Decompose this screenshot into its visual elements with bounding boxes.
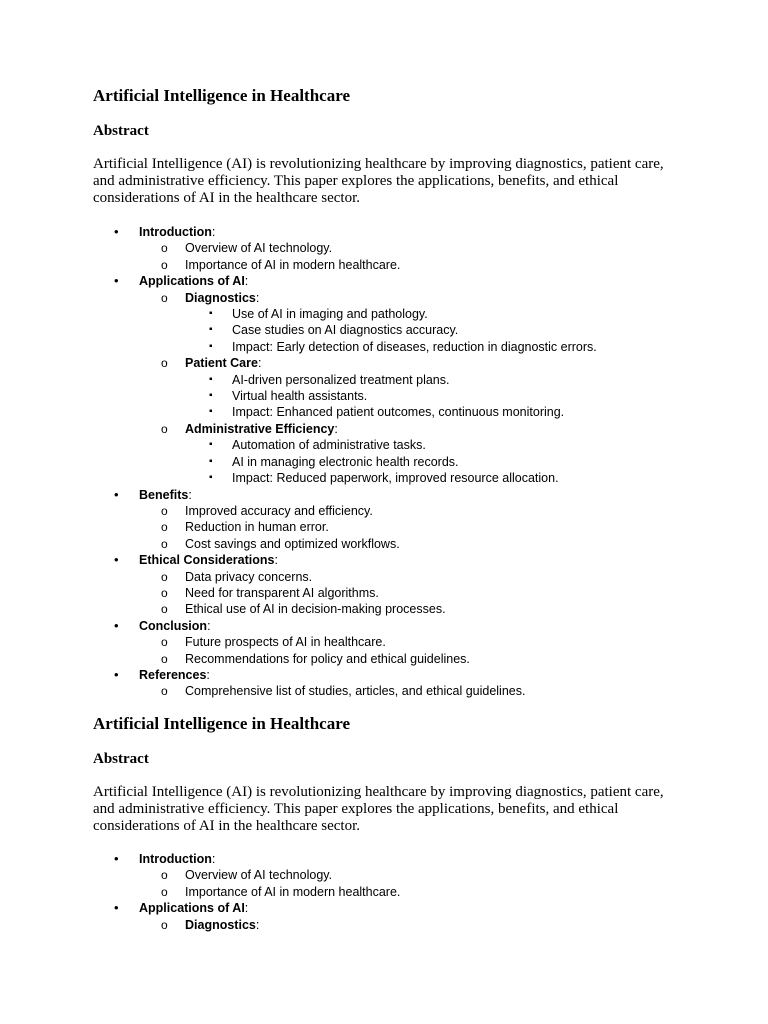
outline-section-label: Conclusion <box>139 618 208 633</box>
bullet-disc-icon: • <box>114 224 119 239</box>
label-colon: : <box>211 852 216 866</box>
outline-subitem-text: Importance of AI in modern healthcare. <box>185 884 401 899</box>
bullet-circle-icon: o <box>161 536 168 551</box>
bullet-circle-icon: o <box>161 503 168 518</box>
bullet-disc-icon: • <box>114 552 119 568</box>
outline-subitem-text: Need for transparent AI algorithms. <box>185 585 379 600</box>
bullet-square-icon: ▪ <box>209 340 213 352</box>
section-2 <box>93 714 693 734</box>
bullet-circle-icon: o <box>161 868 168 883</box>
bullet-circle-icon: o <box>161 684 168 699</box>
label-colon: : <box>255 917 260 932</box>
outline-detail-item <box>93 372 693 388</box>
bullet-square-icon: ▪ <box>209 406 213 418</box>
section-1 <box>93 86 693 106</box>
outline-detail-text: Impact: Reduced paperwork, improved resource allocation. <box>232 471 559 486</box>
label-colon: : <box>334 421 338 436</box>
outline-subitem <box>93 917 693 933</box>
bullet-square-icon: ▪ <box>209 308 213 320</box>
label-colon: : <box>207 618 211 633</box>
outline-section-item <box>93 618 693 634</box>
outline-detail-item <box>93 306 693 322</box>
outline-section-item <box>93 552 693 568</box>
outline-subitem <box>93 355 693 371</box>
bullet-circle-icon: o <box>161 257 168 272</box>
section-1-outline-wrap <box>93 224 693 700</box>
outline-section-label: Applications of AI <box>139 901 245 916</box>
document-title: Artificial Intelligence in Healthcare <box>93 714 350 733</box>
bullet-circle-icon: o <box>161 635 168 650</box>
bullet-square-icon: ▪ <box>209 439 213 451</box>
outline-section-label: Applications of AI <box>139 274 245 289</box>
outline-subitem-text: Data privacy concerns. <box>185 569 313 584</box>
outline-subsection-label: Administrative Efficiency <box>185 421 335 436</box>
bullet-circle-icon: o <box>161 651 168 666</box>
bullet-square-icon: ▪ <box>209 373 213 385</box>
document-title: Artificial Intelligence in Healthcare <box>93 86 350 105</box>
bullet-circle-icon: o <box>161 290 168 305</box>
label-colon: : <box>188 487 192 502</box>
outline-detail-item <box>93 339 693 355</box>
outline-subitem-text: Importance of AI in modern healthcare. <box>185 257 401 272</box>
label-colon: : <box>244 274 249 289</box>
bullet-square-icon: ▪ <box>209 472 213 484</box>
outline-section-item <box>93 224 693 240</box>
section-2-outline-wrap <box>93 851 693 933</box>
outline-detail-text: Automation of administrative tasks. <box>232 438 426 453</box>
outline-detail-text: Use of AI in imaging and pathology. <box>232 307 428 322</box>
outline-detail-text: AI in managing electronic health records. <box>232 454 459 469</box>
label-colon: : <box>255 290 260 305</box>
outline-subitem <box>93 683 693 699</box>
outline-section-item <box>93 487 693 503</box>
outline-subitem <box>93 884 693 900</box>
outline-detail-text: Impact: Enhanced patient outcomes, continuous monitoring. <box>232 405 565 420</box>
outline-detail-item <box>93 322 693 338</box>
outline-detail-item <box>93 454 693 470</box>
bullet-square-icon: ▪ <box>209 324 213 336</box>
outline-section-item <box>93 851 693 867</box>
bullet-disc-icon: • <box>114 900 119 916</box>
outline-subitem <box>93 519 693 535</box>
outline-section-label: Ethical Considerations <box>139 553 275 568</box>
section-1-abstract-body <box>93 156 693 207</box>
bullet-disc-icon: • <box>114 486 119 502</box>
outline-section-label: References <box>139 667 207 682</box>
outline-section-item <box>93 273 693 289</box>
outline-subitem <box>93 290 693 306</box>
outline-detail-text: Virtual health assistants. <box>232 389 368 404</box>
outline-detail-text: AI-driven personalized treatment plans. <box>232 372 450 387</box>
bullet-circle-icon: o <box>161 602 168 617</box>
bullet-circle-icon: o <box>161 356 168 371</box>
outline-detail-text: Impact: Early detection of diseases, reduction in diagnostic errors. <box>232 339 597 354</box>
outline-subitem <box>93 240 693 256</box>
outline-subsection-label: Diagnostics <box>185 917 256 932</box>
outline-subsection-label: Diagnostics <box>185 290 256 305</box>
outline-detail-text: Case studies on AI diagnostics accuracy. <box>232 323 459 338</box>
bullet-circle-icon: o <box>161 569 168 584</box>
bullet-square-icon: ▪ <box>209 455 213 467</box>
bullet-square-icon: ▪ <box>209 390 213 402</box>
outline-subitem-text: Overview of AI technology. <box>185 868 333 883</box>
outline-subitem <box>93 601 693 617</box>
outline-list <box>93 851 693 933</box>
abstract-heading: Abstract <box>93 751 149 767</box>
label-colon: : <box>206 667 210 682</box>
label-colon: : <box>244 901 249 916</box>
outline-subitem-text: Comprehensive list of studies, articles, and ethical guidelines. <box>185 684 526 699</box>
bullet-disc-icon: • <box>114 273 119 289</box>
bullet-circle-icon: o <box>161 520 168 535</box>
outline-subitem-text: Overview of AI technology. <box>185 241 333 256</box>
outline-subitem-text: Recommendations for policy and ethical guidelines. <box>185 651 470 666</box>
outline-detail-item <box>93 470 693 486</box>
outline-subitem <box>93 536 693 552</box>
outline-subitem-text: Ethical use of AI in decision-making processes. <box>185 602 446 617</box>
bullet-circle-icon: o <box>161 585 168 600</box>
bullet-circle-icon: o <box>161 917 168 932</box>
outline-section-item <box>93 667 693 683</box>
outline-detail-item <box>93 437 693 453</box>
outline-subitem <box>93 421 693 437</box>
outline-subitem-text: Cost savings and optimized workflows. <box>185 536 400 551</box>
section-1-abstract <box>93 122 693 140</box>
abstract-paragraph: Artificial Intelligence (AI) is revolutionizing healthcare by improving diagnostics, patient care, and administrative efficiency. This paper explores the applications, benefits, and ethical considerations of AI in the healthcare sector. <box>93 156 664 206</box>
label-colon: : <box>211 225 216 239</box>
abstract-paragraph: Artificial Intelligence (AI) is revolutionizing healthcare by improving diagnostics, patient care, and administrative efficiency. This paper explores the applications, benefits, and ethical considerations of AI in the healthcare sector. <box>93 784 664 834</box>
abstract-heading: Abstract <box>93 123 149 139</box>
outline-subitem-text: Improved accuracy and efficiency. <box>185 503 373 518</box>
label-colon: : <box>257 356 262 371</box>
outline-subsection-label: Patient Care <box>185 356 258 371</box>
outline-subitem-text: Future prospects of AI in healthcare. <box>185 635 386 650</box>
bullet-disc-icon: • <box>114 617 119 633</box>
outline-section-label: Introduction <box>139 852 212 866</box>
outline-subitem <box>93 651 693 667</box>
outline-subitem <box>93 569 693 585</box>
outline-section-item <box>93 900 693 916</box>
bullet-circle-icon: o <box>161 241 168 256</box>
label-colon: : <box>274 553 278 568</box>
outline-list <box>93 224 693 700</box>
outline-section-label: Benefits <box>139 487 189 502</box>
outline-subitem-text: Reduction in human error. <box>185 520 329 535</box>
section-2-abstract-body <box>93 784 693 835</box>
outline-subitem <box>93 503 693 519</box>
outline-subitem <box>93 257 693 273</box>
section-2-abstract <box>93 750 693 768</box>
outline-subitem <box>93 634 693 650</box>
outline-subitem <box>93 867 693 883</box>
bullet-circle-icon: o <box>161 884 168 899</box>
outline-section-label: Introduction <box>139 225 212 239</box>
bullet-disc-icon: • <box>114 851 119 866</box>
outline-detail-item <box>93 388 693 404</box>
bullet-circle-icon: o <box>161 421 168 436</box>
outline-detail-item <box>93 404 693 420</box>
outline-subitem <box>93 585 693 601</box>
bullet-disc-icon: • <box>114 666 119 682</box>
